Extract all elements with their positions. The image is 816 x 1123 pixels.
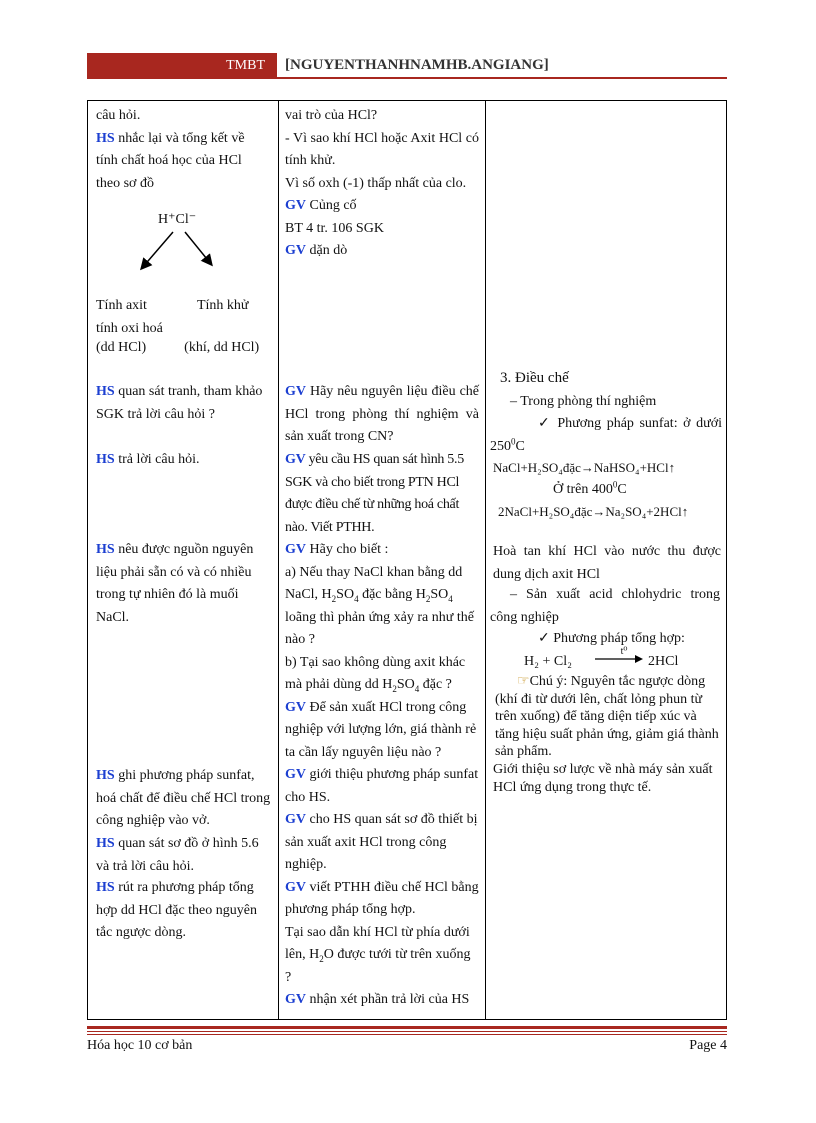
gv-tag: GV: [285, 384, 306, 399]
text-line: [285, 922, 479, 990]
text-span: SO: [336, 587, 355, 602]
reaction-arrow-icon: [593, 654, 645, 664]
col1-block-4: [96, 539, 272, 629]
industry-heading: – Sản xuất acid chlohydric trong công nghiệp: [490, 587, 720, 625]
text-line: [96, 295, 276, 318]
text-span: ghi phương pháp sunfat, hoá chất để điều chế HCl trong công nghiệp vào vở.: [96, 768, 271, 828]
text-span: trả lời câu hỏi.: [114, 452, 200, 467]
question-b: [285, 652, 479, 697]
text-span: giới thiệu phương pháp sunfat cho HS.: [285, 767, 479, 805]
text-span: ✓ Phương pháp sunfat: ở dưới 250: [490, 416, 722, 454]
subscript: 2: [319, 953, 324, 964]
section-title: 3. Điều chế: [500, 370, 569, 386]
text-span: nhận xét phần trả lời của HS: [306, 992, 470, 1007]
hcl-formula: H⁺Cl⁻: [158, 212, 197, 227]
text-span: đặc bằng H: [358, 587, 426, 602]
text-line: [285, 809, 479, 877]
text-span: Ở trên 400: [553, 482, 613, 497]
countercurrent-note: [495, 673, 721, 761]
equation-3-right: 2HCl: [648, 654, 679, 669]
lesson-table: [87, 100, 727, 1020]
pointer-hand-icon: ☞: [517, 674, 530, 689]
col1-block-3: [96, 449, 272, 472]
property-arrows-diagram: [128, 226, 228, 276]
text-line: [285, 195, 479, 218]
footer-course: Hóa học 10 cơ bản: [87, 1038, 193, 1053]
text-span: SO: [396, 677, 415, 692]
text-span: C: [617, 482, 627, 497]
text-span: viết PTHH điều chế HCl bằng phương pháp tổng hợp.: [285, 879, 479, 917]
text-span: loãng thì phản ứng xảy ra như thế nào ?: [285, 609, 474, 647]
subscript: 4: [354, 593, 359, 604]
hs-tag: HS: [96, 384, 115, 399]
col1-block-5: [96, 765, 272, 833]
divider: [87, 1031, 727, 1032]
text-line: - Vì sao khí HCl hoặc Axit HCl có tính khử.: [285, 130, 479, 168]
divider: [87, 1034, 727, 1035]
hs-tag: HS: [96, 836, 115, 851]
col1-block-7: [96, 877, 272, 945]
question-a: [285, 562, 479, 652]
text-span: yêu cầu HS quan sát hình 5.5 SGK và cho biết trong PTN HCl được điều chế từ những hoá chất nào. Viết PTHH.: [285, 452, 464, 535]
gv-tag: GV: [285, 992, 306, 1007]
synthesis-method: ✓ Phương pháp tổng hợp:: [538, 631, 685, 646]
temp-above: [553, 479, 723, 502]
text-line: tính chất hoá học của HCl: [96, 153, 242, 168]
arrow-left: [142, 232, 173, 268]
hs-tag: HS: [96, 542, 115, 557]
text-span: đặc ?: [419, 677, 452, 692]
text-line: vai trò của HCl?: [285, 108, 378, 123]
text-span: a) Nếu thay NaCl khan bằng dd NaCl, H: [285, 564, 463, 602]
acid-label: Tính axit: [96, 298, 147, 313]
text-span: b) Tại sao không dùng axit khác mà phải dùng dd H: [285, 654, 466, 692]
col2-block-3: [285, 449, 479, 539]
text-span: Hãy nêu nguyên liệu điều chế HCl trong phòng thí nghiệm và sản xuất trong CN?: [285, 384, 479, 444]
col1-block-6: [96, 833, 272, 878]
superscript: 0: [612, 479, 618, 490]
text-span: cho HS quan sát sơ đồ thiết bị sản xuất axit HCl trong công nghiệp.: [285, 812, 478, 872]
subscript: 2: [331, 593, 337, 604]
column-divider: [278, 101, 279, 1019]
text-line: [285, 240, 479, 263]
gv-tag: GV: [285, 812, 306, 827]
gv-tag: GV: [285, 243, 306, 258]
equation-3-condition: t⁰: [620, 646, 628, 657]
hs-tag: HS: [96, 768, 115, 783]
text-span: dặn dò: [306, 243, 348, 258]
text-span: Củng cố: [306, 198, 357, 213]
text-line: [96, 337, 276, 360]
oxidizing-label: tính oxi hoá: [96, 320, 163, 336]
equation-1: NaCl+H₂SO₄đặc→NaHSO₄+HCl↑: [493, 460, 676, 475]
text-span: rút ra phương pháp tổng hợp dd HCl đặc theo nguyên tắc ngược dòng.: [96, 880, 257, 940]
subscript: 4: [414, 683, 420, 694]
factory-intro: Giới thiệu sơ lược về nhà máy sản xuất HCl ứng dụng trong thực tế.: [493, 762, 713, 795]
subscript: 4: [448, 593, 453, 604]
lab-heading: – Trong phòng thí nghiệm: [510, 394, 657, 409]
divider: [87, 1026, 727, 1029]
gv-tag: GV: [285, 452, 306, 467]
page-footer: [87, 1038, 727, 1054]
text-line: [285, 877, 479, 922]
text-line: [285, 989, 479, 1012]
text-line: theo sơ đồ: [96, 175, 154, 191]
hs-tag: HS: [96, 130, 115, 146]
equation-3-left: H₂ + Cl₂: [524, 654, 572, 669]
sulfate-method: [490, 413, 722, 458]
subscript: 2: [425, 593, 431, 604]
text-span: quan sát sơ đồ ở hình 5.6 và trả lời câu hỏi.: [96, 836, 259, 874]
gv-tag: GV: [285, 198, 306, 213]
col2-block-2: [285, 381, 479, 449]
text-line: [96, 128, 274, 151]
footer-rule: [87, 1026, 727, 1035]
text-span: nêu được nguồn nguyên liệu phải sẵn có và có nhiều trong tự nhiên đó là muối NaCl.: [96, 542, 254, 625]
text-span: Để sản xuất HCl trong công nghiệp với lượng lớn, giá thành rẻ ta cần lấy nguyên liệu nào ?: [285, 699, 477, 760]
superscript: 0: [511, 435, 516, 446]
text-line: câu hỏi.: [96, 108, 141, 123]
arrow-right: [185, 232, 211, 264]
label-dd-hcl: (dd HCl): [96, 340, 147, 355]
text-line: Vì số oxh (-1) thấp nhất của clo.: [285, 175, 467, 191]
text-span: quan sát tranh, tham khảo SGK trả lời câu hỏi ?: [96, 384, 263, 422]
header-title: [NGUYENTHANHNAMHB.ANGIANG]: [277, 53, 727, 79]
col2-block-intro: [285, 105, 479, 263]
diagram-labels: [96, 295, 276, 360]
hs-tag: HS: [96, 880, 115, 895]
text-span: Hãy cho biết :: [306, 542, 389, 557]
label-gas-hcl: (khí, dd HCl): [184, 340, 260, 355]
text-span: nhắc lại và tổng kết về: [114, 130, 245, 146]
col1-block-2: [96, 381, 272, 426]
text-line: [285, 697, 479, 765]
text-line: BT 4 tr. 106 SGK: [285, 220, 384, 236]
page-number: Page 4: [689, 1038, 727, 1053]
equation-2: 2NaCl+H₂SO₄đặc→Na₂SO₄+2HCl↑: [498, 504, 689, 519]
gv-tag: GV: [285, 879, 306, 895]
text-line: [285, 539, 479, 562]
column-divider: [485, 101, 486, 1019]
subscript: 2: [392, 683, 397, 694]
col1-block-intro: [96, 105, 274, 195]
text-span: Tại sao dẫn khí HCl từ phía dưới lên, H: [285, 924, 470, 962]
gv-tag: GV: [285, 767, 306, 782]
gv-tag: GV: [285, 699, 306, 715]
hs-tag: HS: [96, 452, 115, 467]
reducing-label: Tính khử: [196, 298, 249, 313]
dissolve-note: Hoà tan khí HCl vào nước thu được dung dịch axit HCl: [493, 544, 721, 582]
gv-tag: GV: [285, 542, 306, 557]
col2-block-4: [285, 539, 479, 1012]
page-header: [87, 53, 727, 79]
text-span: Chú ý: Nguyên tắc ngược dòng (khí đi từ dưới lên, chất lỏng phun từ trên xuống) để tăng diện tiếp xúc và tăng hiệu suất phản ứng, giảm giá thành sản phẩm.: [495, 674, 719, 759]
header-tag: TMBT: [87, 53, 277, 79]
text-span: O được tưới từ trên xuống ?: [285, 947, 471, 985]
text-span: SO: [430, 587, 449, 602]
text-span: C: [515, 438, 525, 454]
text-line: [285, 764, 479, 809]
